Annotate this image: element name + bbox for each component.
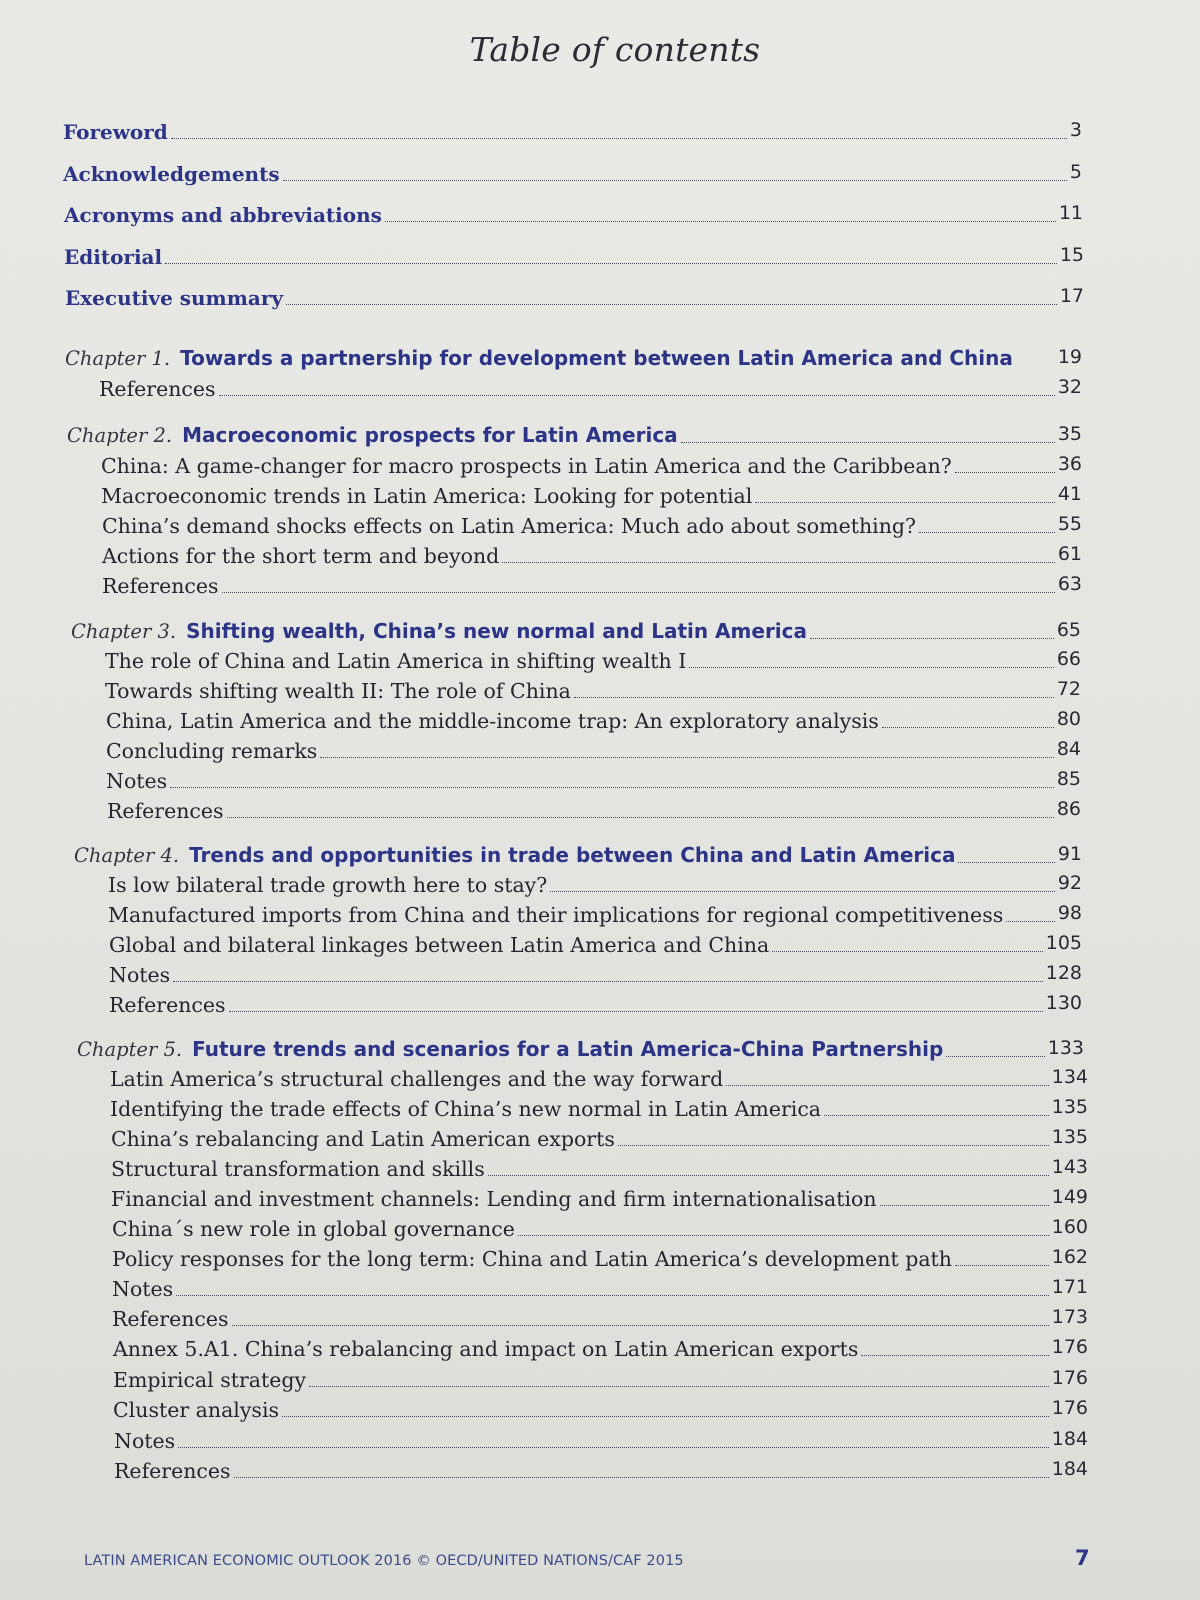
leader-dots bbox=[518, 1235, 1049, 1236]
section-label: Notes bbox=[109, 963, 171, 987]
leader-dots bbox=[165, 263, 1057, 264]
leader-dots bbox=[171, 138, 1067, 139]
leader-dots bbox=[222, 592, 1055, 593]
leader-dots bbox=[227, 817, 1054, 818]
section-entry[interactable] bbox=[111, 1155, 1088, 1183]
section-label: Actions for the short term and beyond bbox=[102, 544, 500, 568]
leader-dots bbox=[946, 1056, 1044, 1057]
section-page: 176 bbox=[1051, 1397, 1088, 1419]
section-page: 36 bbox=[1057, 453, 1082, 475]
chapter-label bbox=[67, 421, 678, 450]
section-label: Macroeconomic trends in Latin America: Looking for potential bbox=[101, 484, 753, 508]
section-entry[interactable] bbox=[105, 647, 1081, 675]
entry-page: 17 bbox=[1059, 285, 1084, 307]
page-number: 7 bbox=[1075, 1546, 1090, 1570]
section-page: 32 bbox=[1057, 376, 1082, 398]
chapter-number: Chapter 2. bbox=[67, 424, 173, 447]
toc-entry[interactable] bbox=[64, 201, 1083, 229]
leader-dots bbox=[229, 1011, 1043, 1012]
section-entry[interactable] bbox=[106, 737, 1081, 765]
section-label: China, Latin America and the middle-income trap: An exploratory analysis bbox=[106, 709, 879, 733]
section-entry[interactable] bbox=[102, 512, 1082, 540]
section-page: 84 bbox=[1056, 738, 1081, 760]
leader-dots bbox=[282, 1416, 1049, 1417]
section-page: 55 bbox=[1057, 513, 1082, 535]
leader-dots bbox=[286, 304, 1057, 305]
chapter-label bbox=[77, 1035, 943, 1064]
section-label: References bbox=[109, 993, 226, 1017]
section-label: Cluster analysis bbox=[113, 1398, 280, 1422]
leader-dots bbox=[689, 667, 1053, 668]
section-entry[interactable] bbox=[111, 1185, 1088, 1213]
leader-dots bbox=[772, 951, 1043, 952]
section-entry[interactable] bbox=[112, 1215, 1088, 1243]
leader-dots bbox=[219, 395, 1055, 396]
entry-label: Acronyms and abbreviations bbox=[64, 203, 382, 227]
chapter-title: Trends and opportunities in trade between China and Latin America bbox=[189, 843, 956, 867]
entry-page: 3 bbox=[1069, 119, 1082, 141]
leader-dots bbox=[550, 891, 1055, 892]
entry-page: 5 bbox=[1069, 161, 1082, 183]
section-entry[interactable] bbox=[107, 797, 1081, 825]
chapter-label bbox=[71, 617, 807, 646]
chapter-number: Chapter 4. bbox=[74, 844, 180, 867]
leader-dots bbox=[173, 981, 1043, 982]
section-entry[interactable] bbox=[101, 482, 1082, 510]
section-page: 184 bbox=[1051, 1428, 1088, 1450]
leader-dots bbox=[385, 221, 1056, 222]
section-page: 92 bbox=[1057, 872, 1082, 894]
chapter-heading[interactable] bbox=[77, 1035, 1084, 1064]
chapter-page: 65 bbox=[1056, 619, 1081, 641]
section-page: 63 bbox=[1057, 573, 1082, 595]
leader-dots bbox=[958, 862, 1054, 863]
section-label: Annex 5.A1. China’s rebalancing and impact on Latin American exports bbox=[113, 1337, 859, 1361]
section-page: 173 bbox=[1051, 1306, 1088, 1328]
section-page: 149 bbox=[1051, 1186, 1088, 1208]
section-page: 176 bbox=[1051, 1336, 1088, 1358]
leader-dots bbox=[488, 1175, 1049, 1176]
leader-dots bbox=[234, 1477, 1049, 1478]
chapter-title: Macroeconomic prospects for Latin America bbox=[182, 423, 678, 447]
section-entry[interactable] bbox=[102, 542, 1082, 570]
section-entry[interactable] bbox=[106, 707, 1081, 735]
section-page: 130 bbox=[1045, 992, 1082, 1014]
section-page: 160 bbox=[1051, 1216, 1088, 1238]
chapter-page: 19 bbox=[1057, 346, 1082, 368]
section-entry[interactable] bbox=[113, 1366, 1088, 1394]
section-entry[interactable] bbox=[108, 901, 1082, 929]
section-page: 143 bbox=[1051, 1156, 1088, 1178]
section-page: 171 bbox=[1051, 1276, 1088, 1298]
section-entry[interactable] bbox=[114, 1427, 1088, 1455]
section-label: Latin America’s structural challenges and the way forward bbox=[110, 1067, 724, 1091]
entry-label: Editorial bbox=[64, 245, 163, 269]
section-label: Notes bbox=[112, 1277, 174, 1301]
section-label: References bbox=[107, 799, 224, 823]
section-label: Towards shifting wealth II: The role of China bbox=[105, 679, 571, 703]
section-entry[interactable] bbox=[109, 991, 1082, 1019]
section-page: 135 bbox=[1051, 1126, 1088, 1148]
leader-dots bbox=[502, 562, 1055, 563]
section-label: China: A game-changer for macro prospects in Latin America and the Caribbean? bbox=[101, 454, 952, 478]
chapter-heading[interactable] bbox=[74, 841, 1082, 870]
entry-page: 11 bbox=[1058, 202, 1083, 224]
chapter-page: 133 bbox=[1047, 1037, 1084, 1059]
section-page: 72 bbox=[1056, 678, 1081, 700]
entry-label: Foreword bbox=[63, 120, 168, 144]
chapter-label bbox=[65, 344, 1013, 373]
leader-dots bbox=[726, 1085, 1049, 1086]
toc-entry[interactable] bbox=[64, 243, 1084, 271]
section-entry[interactable] bbox=[112, 1305, 1088, 1333]
leader-dots bbox=[309, 1386, 1049, 1387]
leader-dots bbox=[618, 1145, 1049, 1146]
section-entry[interactable] bbox=[113, 1335, 1088, 1363]
section-entry[interactable] bbox=[111, 1125, 1088, 1153]
section-entry[interactable] bbox=[109, 931, 1082, 959]
leader-dots bbox=[1006, 921, 1055, 922]
chapter-title: Future trends and scenarios for a Latin America-China Partnership bbox=[192, 1037, 944, 1061]
section-page: 86 bbox=[1056, 798, 1081, 820]
section-label: References bbox=[102, 574, 219, 598]
chapter-page: 35 bbox=[1057, 423, 1082, 445]
chapter-heading[interactable] bbox=[71, 617, 1081, 646]
entry-label: Executive summary bbox=[65, 286, 283, 310]
toc-entry[interactable] bbox=[63, 160, 1082, 188]
toc-entry[interactable] bbox=[65, 284, 1084, 312]
section-page: 105 bbox=[1045, 932, 1082, 954]
section-label: Notes bbox=[106, 769, 168, 793]
section-label: References bbox=[112, 1307, 229, 1331]
section-page: 98 bbox=[1057, 902, 1082, 924]
section-page: 85 bbox=[1056, 768, 1081, 790]
section-entry[interactable] bbox=[102, 572, 1082, 600]
section-label: China´s new role in global governance bbox=[112, 1217, 515, 1241]
section-label: China’s demand shocks effects on Latin America: Much ado about something? bbox=[102, 514, 917, 538]
leader-dots bbox=[320, 757, 1053, 758]
chapter-title: Shifting wealth, China’s new normal and Latin America bbox=[186, 619, 808, 643]
section-page: 162 bbox=[1051, 1246, 1088, 1268]
section-label: Identifying the trade effects of China’s new normal in Latin America bbox=[110, 1097, 822, 1121]
chapter-number: Chapter 1. bbox=[65, 347, 171, 370]
leader-dots bbox=[861, 1355, 1048, 1356]
section-page: 184 bbox=[1051, 1458, 1088, 1480]
footer-copyright: LATIN AMERICAN ECONOMIC OUTLOOK 2016 © OECD/UNITED NATIONS/CAF 2015 bbox=[84, 1553, 684, 1569]
section-entry[interactable] bbox=[109, 961, 1082, 989]
section-entry[interactable] bbox=[114, 1457, 1088, 1485]
leader-dots bbox=[955, 1265, 1049, 1266]
section-label: Notes bbox=[114, 1429, 176, 1453]
entry-label: Acknowledgements bbox=[63, 162, 280, 186]
leader-dots bbox=[176, 1295, 1049, 1296]
leader-dots bbox=[178, 1447, 1049, 1448]
section-label: Empirical strategy bbox=[113, 1368, 307, 1392]
section-entry[interactable] bbox=[110, 1095, 1088, 1123]
section-entry[interactable] bbox=[106, 767, 1081, 795]
section-entry[interactable] bbox=[99, 375, 1082, 403]
section-page: 66 bbox=[1056, 648, 1081, 670]
leader-dots bbox=[283, 180, 1067, 181]
leader-dots bbox=[810, 638, 1054, 639]
toc-entry[interactable] bbox=[63, 118, 1082, 146]
chapter-number: Chapter 5. bbox=[77, 1038, 183, 1061]
chapter-title: Towards a partnership for development between Latin America and China bbox=[180, 346, 1013, 370]
chapter-heading[interactable] bbox=[67, 421, 1082, 450]
section-label: References bbox=[99, 377, 216, 401]
section-page: 80 bbox=[1056, 708, 1081, 730]
section-label: Manufactured imports from China and their implications for regional competitiveness bbox=[108, 903, 1004, 927]
section-label: The role of China and Latin America in shifting wealth I bbox=[105, 649, 687, 673]
section-label: References bbox=[114, 1459, 231, 1483]
leader-dots bbox=[955, 472, 1055, 473]
entry-page: 15 bbox=[1059, 244, 1084, 266]
leader-dots bbox=[232, 1325, 1049, 1326]
section-label: Financial and investment channels: Lending and firm internationalisation bbox=[111, 1187, 877, 1211]
leader-dots bbox=[824, 1115, 1049, 1116]
section-page: 41 bbox=[1057, 483, 1082, 505]
section-entry[interactable] bbox=[101, 452, 1082, 480]
section-page: 61 bbox=[1057, 543, 1082, 565]
leader-dots bbox=[170, 787, 1054, 788]
leader-dots bbox=[919, 532, 1055, 533]
chapter-heading[interactable] bbox=[65, 344, 1082, 373]
section-label: Global and bilateral linkages between Latin America and China bbox=[109, 933, 770, 957]
section-label: Structural transformation and skills bbox=[111, 1157, 485, 1181]
leader-dots bbox=[880, 1205, 1049, 1206]
section-label: China’s rebalancing and Latin American exports bbox=[111, 1127, 615, 1151]
section-entry[interactable] bbox=[105, 677, 1081, 705]
section-page: 128 bbox=[1045, 962, 1082, 984]
section-entry[interactable] bbox=[112, 1245, 1088, 1273]
leader-dots bbox=[574, 697, 1054, 698]
section-label: Is low bilateral trade growth here to stay? bbox=[108, 873, 548, 897]
chapter-page: 91 bbox=[1057, 843, 1082, 865]
section-label: Policy responses for the long term: China and Latin America’s development path bbox=[112, 1247, 952, 1271]
section-entry[interactable] bbox=[108, 871, 1082, 899]
leader-dots bbox=[755, 502, 1054, 503]
section-entry[interactable] bbox=[112, 1275, 1088, 1303]
leader-dots bbox=[681, 442, 1055, 443]
section-page: 134 bbox=[1051, 1066, 1088, 1088]
chapter-label bbox=[74, 841, 955, 870]
chapter-number: Chapter 3. bbox=[71, 620, 177, 643]
section-label: Concluding remarks bbox=[106, 739, 318, 763]
leader-dots bbox=[882, 727, 1054, 728]
page-title: Table of contents bbox=[469, 30, 761, 69]
section-entry[interactable] bbox=[113, 1396, 1088, 1424]
section-entry[interactable] bbox=[110, 1065, 1088, 1093]
section-page: 135 bbox=[1051, 1096, 1088, 1118]
section-page: 176 bbox=[1051, 1367, 1088, 1389]
